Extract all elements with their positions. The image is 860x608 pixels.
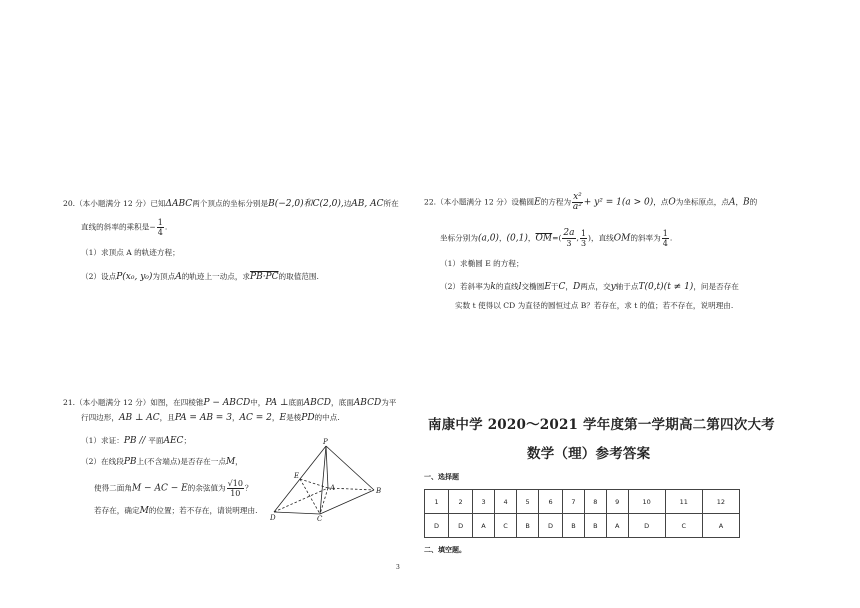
answer-number-cell: 1: [425, 490, 449, 514]
label-d: D: [270, 514, 276, 522]
page-number: 3: [396, 564, 400, 571]
q22-part2-line2: 实数 t 使得以 CD 为直径的圆恒过点 B？若存在，求 t 的值；若不存在，说明理由.: [455, 301, 734, 310]
answer-letter-cell: C: [665, 514, 702, 538]
q20-part2: （2）设点P(x₀, y₀)为顶点A的轨迹上一动点，求PB·PC的取值范围.: [81, 272, 319, 282]
answer-letter-cell: D: [449, 514, 473, 538]
answer-subtitle: 数学（理）参考答案: [527, 446, 651, 462]
answer-letter-cell: D: [425, 514, 449, 538]
q21-stem-line2: 行四边形，AB ⊥ AC，且PA = AB = 3，AC = 2，E是棱PD的中点.: [81, 413, 340, 423]
label-b: B: [376, 487, 382, 495]
answer-letter-row: [425, 514, 740, 538]
answer-number-cell: 3: [473, 490, 495, 514]
answer-letter-cell: A: [473, 514, 495, 538]
pyramid-figure: [270, 438, 388, 522]
answer-number-cell: 11: [665, 490, 702, 514]
answer-title: 南康中学 2020～2021 学年度第一学期高二第四次大考: [428, 417, 775, 433]
label-c: C: [317, 515, 323, 522]
answer-letter-cell: D: [628, 514, 665, 538]
q22-part1: （1）求椭圆 E 的方程；: [440, 259, 524, 268]
answer-table: [424, 489, 740, 538]
q22-part2: （2）若斜率为k的直线l交椭圆E于C，D两点，交y轴于点T(0,t)(t ≠ 1)，问是否存在: [440, 282, 739, 292]
answer-letter-cell: B: [517, 514, 539, 538]
q21-part2-line2: 使得二面角M − AC − E的余弦值为 $\frac{√10}{10}$ ？: [94, 479, 253, 498]
answer-number-cell: 4: [494, 490, 516, 514]
answer-number-cell: 7: [563, 490, 585, 514]
answer-letter-cell: A: [606, 514, 628, 538]
answer-letter-cell: A: [702, 514, 739, 538]
answer-number-cell: 9: [606, 490, 628, 514]
section-choice-heading: 一、选择题: [424, 472, 459, 481]
answer-number-cell: 5: [517, 490, 539, 514]
answer-letter-cell: B: [563, 514, 585, 538]
answer-number-cell: 10: [628, 490, 665, 514]
q21-stem: 21.（本小题满分 12 分）如图，在四棱锥P − ABCD中，PA ⊥底面ABCD，底面ABCD为平: [63, 398, 397, 408]
q20-stem-line2: 直线的斜率的乘积是− $\frac{1}{4}$ .: [81, 218, 168, 237]
answer-number-cell: 2: [449, 490, 473, 514]
q20-part1: （1）求顶点 A 的轨迹方程；: [81, 248, 180, 257]
section-fill-heading: 二、填空题。: [424, 545, 466, 554]
answer-letter-cell: D: [539, 514, 563, 538]
q21-part2: （2）在线段PB上(不含端点)是否存在一点M，: [81, 457, 243, 467]
label-e: E: [294, 472, 300, 480]
answer-number-row: [425, 490, 740, 514]
answer-number-cell: 6: [539, 490, 563, 514]
answer-number-cell: 12: [702, 490, 739, 514]
answer-number-cell: 8: [584, 490, 606, 514]
label-p: P: [323, 438, 328, 446]
q21-part2-line3: 若存在，确定M的位置；若不存在，请说明理由.: [94, 506, 258, 516]
answer-letter-cell: B: [584, 514, 606, 538]
answer-letter-cell: C: [494, 514, 516, 538]
q22-stem: 22.（本小题满分 12 分）设椭圆E的方程为 $\frac{\text{x²}}{\text{a²}}$ + y² = 1(a > 0)，点O为坐标原点，点A，B的: [424, 192, 758, 212]
q21-part1: （1）求证：PB // 平面AEC；: [81, 436, 192, 446]
q20-stem: 20.（本小题满分 12 分）已知ΔABC两个顶点的坐标分别是B(−2,0)和C(2,0),边AB, AC所在: [63, 199, 399, 209]
label-a: A: [330, 484, 336, 492]
q22-stem-line2: 坐标分别为(a,0)，(0,1)，$\overline{OM}=$( $\frac{2a}{3}$ , $\frac{1}{3}$ )，直线OM的斜率为 $\frac{1}{4}$ .: [440, 228, 673, 248]
